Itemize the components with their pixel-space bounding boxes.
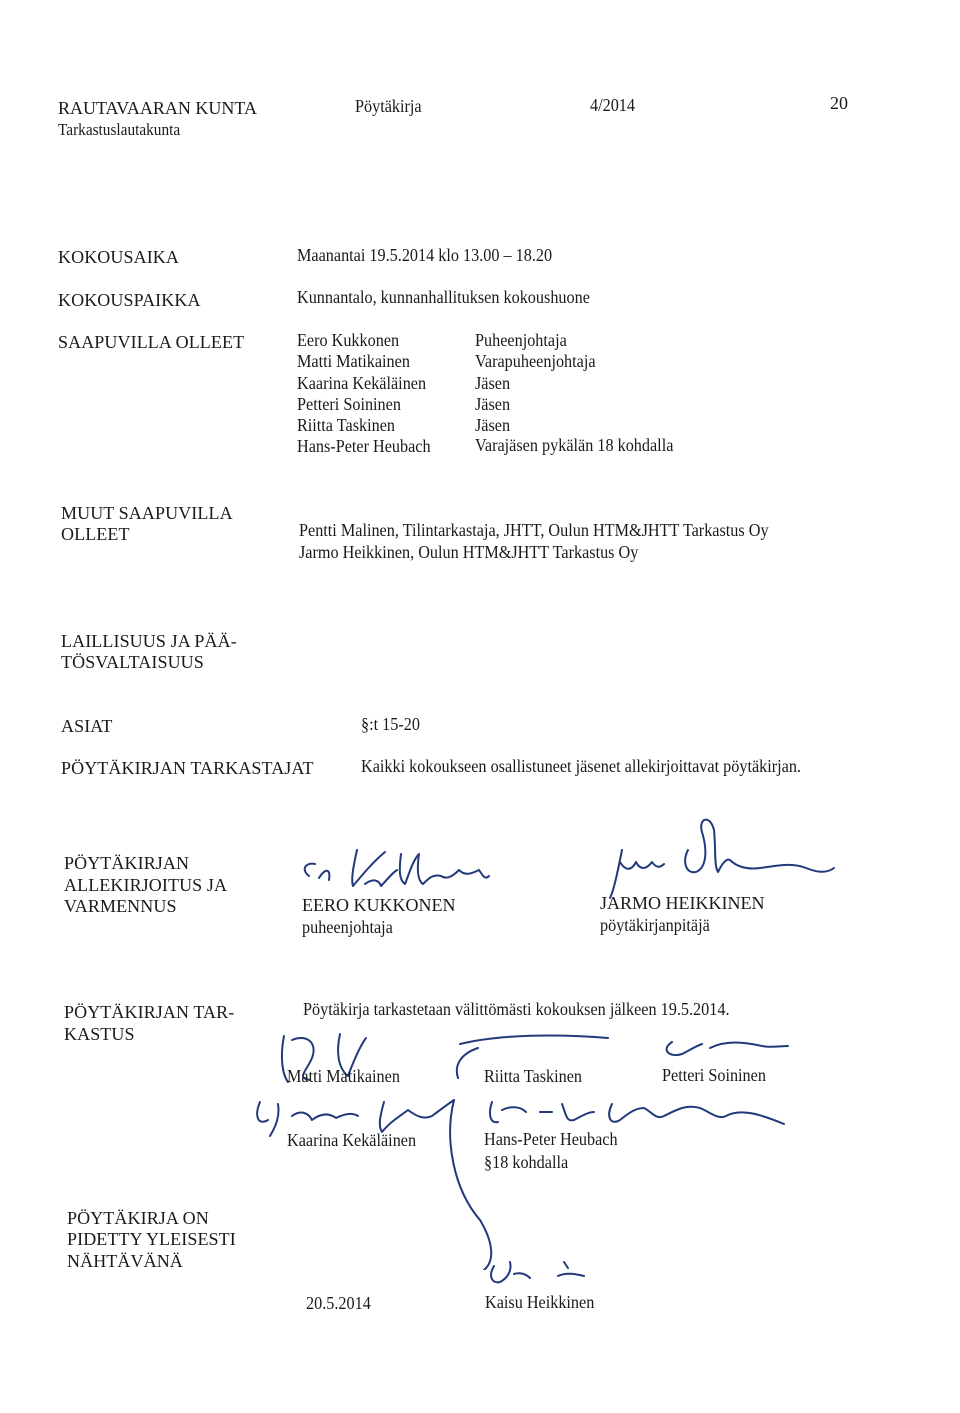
secretary-title: pöytäkirjanpitäjä (600, 915, 710, 935)
chair-name: EERO KUKKONEN (302, 895, 456, 915)
attendee-role: Jäsen (475, 415, 511, 435)
display-label-line1: PÖYTÄKIRJA ON (67, 1208, 209, 1228)
display-date: 20.5.2014 (306, 1293, 371, 1313)
attendee-role: Jäsen (475, 373, 511, 393)
meeting-time-value: Maanantai 19.5.2014 klo 13.00 – 18.20 (297, 245, 553, 265)
legality-label-line1: LAILLISUUS JA PÄÄ- (61, 631, 237, 651)
attendee-name: Eero Kukkonen (297, 330, 400, 350)
reviewer-name: Riitta Taskinen (484, 1066, 583, 1086)
attendee-name: Matti Matikainen (297, 351, 410, 371)
reviewer-name: Hans-Peter Heubach (484, 1129, 618, 1149)
others-label-line1: MUUT SAAPUVILLA (61, 503, 233, 523)
attendee-role: Puheenjohtaja (475, 330, 567, 350)
others-line: Pentti Malinen, Tilintarkastaja, JHTT, Oulun HTM&JHTT Tarkastus Oy (299, 520, 769, 540)
signing-label-line1: PÖYTÄKIRJAN (64, 853, 190, 873)
page-number: 20 (830, 93, 848, 113)
legality-label-line2: TÖSVALTAISUUS (61, 652, 204, 672)
meeting-place-value: Kunnantalo, kunnanhallituksen kokoushuone (297, 287, 590, 307)
attendee-name: Riitta Taskinen (297, 415, 396, 435)
attendee-role: Jäsen (475, 394, 511, 414)
others-label-line2: OLLEET (61, 524, 130, 544)
checkers-label: PÖYTÄKIRJAN TARKASTAJAT (61, 758, 314, 778)
reviewer-name: Kaarina Kekäläinen (287, 1130, 417, 1150)
signing-label-line3: VARMENNUS (64, 896, 177, 916)
municipality-name: RAUTAVAARAN KUNTA (58, 98, 257, 118)
chair-title: puheenjohtaja (302, 917, 393, 937)
document-type: Pöytäkirja (355, 96, 422, 116)
attendee-name: Petteri Soininen (297, 394, 401, 414)
display-label-line3: NÄHTÄVÄNÄ (67, 1251, 183, 1271)
review-note: §18 kohdalla (484, 1152, 569, 1172)
secretary-signature (590, 810, 840, 900)
signing-label-line2: ALLEKIRJOITUS JA (64, 875, 228, 895)
secretary-name: JARMO HEIKKINEN (600, 893, 765, 913)
review-label-line2: KASTUS (64, 1024, 135, 1044)
display-signer: Kaisu Heikkinen (485, 1292, 595, 1312)
matters-value: §:t 15-20 (361, 714, 420, 734)
attendees-label: SAAPUVILLA OLLEET (58, 332, 245, 352)
attendee-role: Varajäsen pykälän 18 kohdalla (475, 435, 674, 455)
chair-signature (295, 840, 515, 900)
reviewer-name: Petteri Soininen (662, 1065, 766, 1085)
meeting-time-label: KOKOUSAIKA (58, 247, 179, 267)
attendee-role: Varapuheenjohtaja (475, 351, 596, 371)
display-signature (480, 1252, 600, 1292)
review-statement: Pöytäkirja tarkastetaan välittömästi kokouksen jälkeen 19.5.2014. (303, 999, 730, 1019)
attendee-name: Hans-Peter Heubach (297, 436, 431, 456)
reviewer-name: Matti Matikainen (287, 1066, 400, 1086)
display-label-line2: PIDETTY YLEISESTI (67, 1229, 236, 1249)
review-label-line1: PÖYTÄKIRJAN TAR- (64, 1002, 235, 1022)
matters-label: ASIAT (61, 716, 113, 736)
meeting-place-label: KOKOUSPAIKKA (58, 290, 201, 310)
board-name: Tarkastuslautakunta (58, 120, 181, 139)
document-number: 4/2014 (590, 95, 636, 115)
checkers-value: Kaikki kokoukseen osallistuneet jäsenet allekirjoittavat pöytäkirjan. (361, 756, 801, 776)
others-line: Jarmo Heikkinen, Oulun HTM&JHTT Tarkastus Oy (299, 542, 639, 562)
attendee-name: Kaarina Kekäläinen (297, 373, 427, 393)
